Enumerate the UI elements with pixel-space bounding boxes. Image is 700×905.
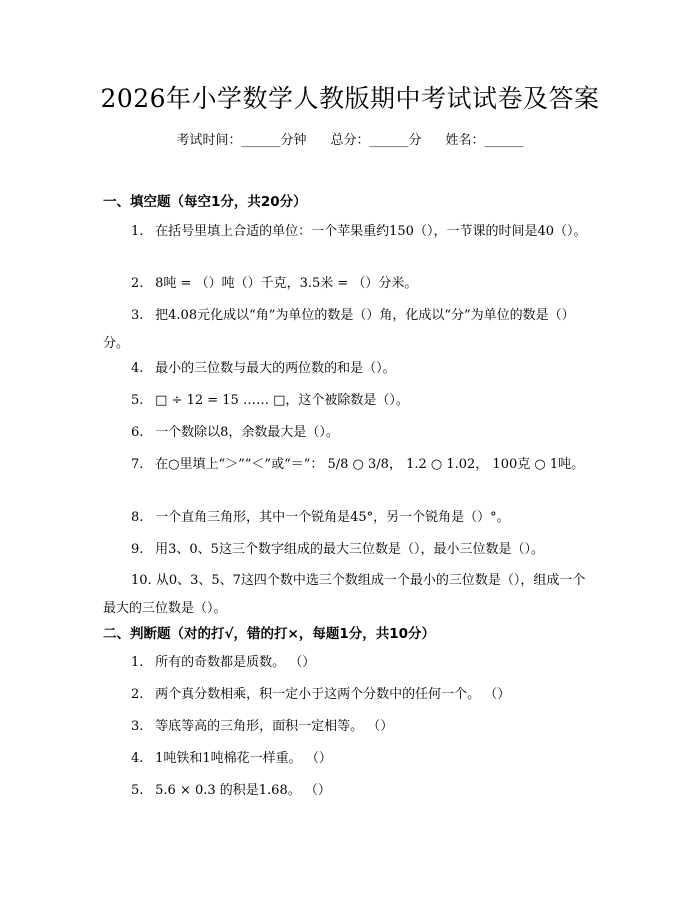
question-item [103, 536, 598, 564]
question-item [103, 504, 598, 532]
question-item [103, 681, 598, 709]
question-item [103, 713, 598, 741]
question-number: 6. [131, 425, 144, 440]
section-heading-fill-blank: 一、填空题（每空1分，共20分） [103, 194, 307, 210]
question-number: 10. [131, 573, 152, 588]
question-item [103, 745, 598, 773]
question-text: 等底等高的三角形，面积一定相等。 （） [155, 719, 394, 734]
question-text: 1吨铁和1吨棉花一样重。 （） [155, 751, 332, 766]
question-text: 用3、0、5这三个数字组成的最大三位数是（），最小三位数是（）。 [155, 542, 544, 557]
question-text: 一个直角三角形，其中一个锐角是45°，另一个锐角是（）°。 [155, 510, 510, 525]
question-item [103, 355, 598, 383]
student-name-field: 姓名：______ [445, 133, 524, 148]
question-item [103, 649, 598, 677]
section-heading-true-false: 二、判断题（对的打√，错的打×，每题1分，共10分） [103, 626, 435, 642]
question-number: 9. [131, 542, 144, 557]
page-title: 2026年小学数学人教版期中考试试卷及答案 [100, 84, 600, 113]
question-item [103, 451, 598, 479]
question-text: 在括号里填上合适的单位：一个苹果重约150（），一节课的时间是40（）。 [155, 224, 587, 239]
question-item [103, 387, 598, 415]
question-number: 4. [131, 361, 144, 376]
question-number: 5. [131, 783, 144, 798]
question-text: □ ÷ 12 = 15 …… □，这个被除数是（）。 [155, 393, 409, 408]
question-number: 1. [131, 655, 144, 670]
question-text: 所有的奇数都是质数。 （） [155, 655, 316, 670]
question-text: 从0、3、5、7这四个数中选三个数组成一个最小的三位数是（），组成一个最大的三位数是（）。 [103, 573, 586, 616]
question-item [103, 419, 598, 447]
question-text: 5.6 × 0.3 的积是1.68。 （） [155, 783, 331, 798]
question-text: 把4.08元化成以“角”为单位的数是（）角，化成以“分”为单位的数是（）分。 [103, 308, 575, 351]
question-number: 3. [131, 308, 144, 323]
question-text: 两个真分数相乘，积一定小于这两个分数中的任何一个。 （） [155, 687, 511, 702]
question-text: 8吨 = （）吨（）千克，3.5米 = （）分米。 [155, 276, 418, 291]
exam-time-field: 考试时间：______分钟 [176, 133, 307, 148]
question-item [103, 777, 598, 805]
question-number: 2. [131, 276, 144, 291]
question-number: 4. [131, 751, 144, 766]
question-number: 1. [131, 224, 144, 239]
question-item [103, 567, 598, 623]
question-text: 一个数除以8，余数最大是（）。 [155, 425, 339, 440]
question-number: 5. [131, 393, 144, 408]
question-number: 7. [131, 457, 144, 472]
question-number: 2. [131, 687, 144, 702]
question-item [103, 302, 598, 358]
question-item [103, 270, 598, 298]
question-text: 最小的三位数与最大的两位数的和是（）。 [155, 361, 396, 376]
question-item [103, 218, 598, 246]
question-number: 8. [131, 510, 144, 525]
total-score-field: 总分：______分 [330, 133, 422, 148]
question-number: 3. [131, 719, 144, 734]
question-text: 在○里填上“＞”“＜”或“＝”： 5/8 ○ 3/8， 1.2 ○ 1.02， 100克 ○ 1吨。 [155, 457, 585, 472]
exam-meta [0, 132, 700, 150]
